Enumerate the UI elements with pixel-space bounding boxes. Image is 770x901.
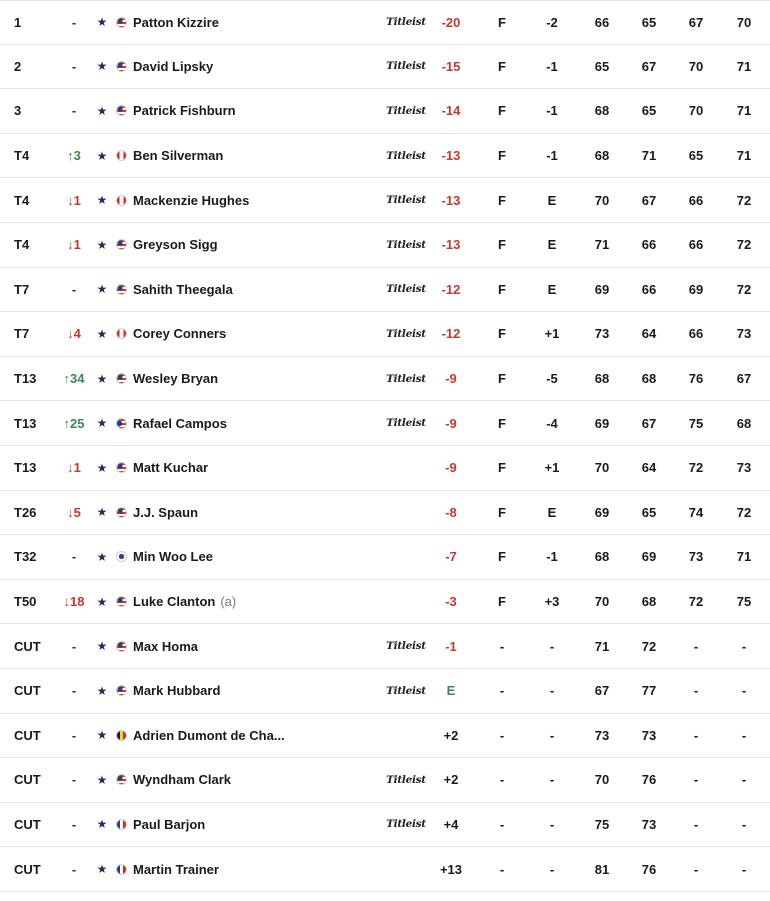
position-movement: ↓18 xyxy=(63,594,85,610)
player-name-text[interactable]: Ben Silverman xyxy=(133,148,224,164)
today-score: E xyxy=(547,504,557,520)
player-name-text[interactable]: Martin Trainer xyxy=(133,861,219,877)
round-4-score: 71 xyxy=(736,58,752,74)
today-score: -4 xyxy=(546,415,558,431)
thru: F xyxy=(498,192,506,208)
player-name[interactable] xyxy=(133,357,378,401)
total-to-par: -7 xyxy=(445,549,457,565)
total-to-par: -1 xyxy=(445,638,457,654)
star-icon[interactable]: ★ xyxy=(96,460,108,475)
amateur-marker: (a) xyxy=(220,594,237,610)
position: T4 xyxy=(14,237,30,253)
today-score: - xyxy=(549,638,555,654)
thru: F xyxy=(498,460,506,476)
position: T13 xyxy=(14,460,37,476)
thru: - xyxy=(499,772,505,788)
thru: F xyxy=(498,58,506,74)
thru: F xyxy=(498,281,506,297)
position-movement: ↓1 xyxy=(67,460,81,476)
player-name-text[interactable]: Rafael Campos xyxy=(133,415,227,431)
position-movement: ↓1 xyxy=(67,237,81,253)
country-flag-icon xyxy=(115,491,127,535)
star-icon[interactable]: ★ xyxy=(96,416,108,431)
player-name-text[interactable]: Patton Kizzire xyxy=(133,14,219,30)
player-name[interactable] xyxy=(133,45,378,89)
round-2-score: 64 xyxy=(641,326,657,342)
position-movement: - xyxy=(71,58,77,74)
round-2-score: 65 xyxy=(641,103,657,119)
round-1-score: 67 xyxy=(594,683,610,699)
today-score: E xyxy=(547,281,557,297)
titleist-logo: Titleist xyxy=(386,773,426,786)
star-icon[interactable]: ★ xyxy=(96,103,108,118)
round-3-score: 70 xyxy=(688,58,704,74)
round-4-score: 75 xyxy=(736,594,752,610)
today-score: +3 xyxy=(544,594,560,610)
position: CUT xyxy=(14,638,41,654)
star-icon[interactable]: ★ xyxy=(96,15,108,30)
today-score: +1 xyxy=(544,460,560,476)
round-1-score: 71 xyxy=(594,638,610,654)
star-icon[interactable]: ★ xyxy=(96,728,108,743)
position: T7 xyxy=(14,281,30,297)
round-4-score: - xyxy=(741,727,747,743)
round-2-score: 65 xyxy=(641,504,657,520)
round-3-score: 74 xyxy=(688,504,704,520)
player-name[interactable] xyxy=(133,401,378,445)
round-2-score: 71 xyxy=(641,148,657,164)
round-2-score: 66 xyxy=(641,281,657,297)
star-icon[interactable]: ★ xyxy=(96,193,108,208)
leaderboard-row[interactable] xyxy=(0,89,770,134)
thru: F xyxy=(498,326,506,342)
round-1-score: 70 xyxy=(594,772,610,788)
leaderboard-row[interactable] xyxy=(0,223,770,268)
country-flag-icon xyxy=(115,669,127,713)
round-3-score: 66 xyxy=(688,192,704,208)
round-2-score: 72 xyxy=(641,638,657,654)
round-1-score: 69 xyxy=(594,281,610,297)
leaderboard-row[interactable] xyxy=(0,624,770,669)
titleist-logo: Titleist xyxy=(386,149,426,162)
round-1-score: 73 xyxy=(594,326,610,342)
position-movement: ↓1 xyxy=(67,192,81,208)
position: CUT xyxy=(14,861,41,877)
round-3-score: 72 xyxy=(688,594,704,610)
round-2-score: 73 xyxy=(641,816,657,832)
today-score: -1 xyxy=(546,148,558,164)
round-4-score: - xyxy=(741,861,747,877)
country-flag-icon xyxy=(115,178,127,222)
leaderboard-row[interactable] xyxy=(0,714,770,759)
player-name[interactable] xyxy=(133,178,378,222)
titleist-logo: Titleist xyxy=(386,327,426,340)
total-to-par: -13 xyxy=(441,192,461,208)
player-name-text[interactable]: Adrien Dumont de Cha... xyxy=(133,727,285,743)
country-flag-icon xyxy=(115,580,127,624)
total-to-par: +2 xyxy=(443,727,459,743)
total-to-par: -9 xyxy=(445,460,457,476)
position: T50 xyxy=(14,594,37,610)
player-name[interactable] xyxy=(133,624,378,668)
round-1-score: 68 xyxy=(594,371,610,387)
round-4-score: 67 xyxy=(736,371,752,387)
round-1-score: 70 xyxy=(594,594,610,610)
total-to-par: -13 xyxy=(441,237,461,253)
country-flag-icon xyxy=(115,446,127,490)
round-2-score: 73 xyxy=(641,727,657,743)
position-movement: - xyxy=(71,14,77,30)
round-4-score: 71 xyxy=(736,549,752,565)
position-movement: ↓5 xyxy=(67,504,81,520)
round-1-score: 75 xyxy=(594,816,610,832)
thru: F xyxy=(498,14,506,30)
position: T13 xyxy=(14,371,37,387)
round-4-score: 72 xyxy=(736,192,752,208)
player-name-text[interactable]: Mackenzie Hughes xyxy=(133,192,250,208)
round-4-score: 68 xyxy=(736,415,752,431)
player-name-text[interactable]: Corey Conners xyxy=(133,326,227,342)
country-flag-icon xyxy=(115,223,127,267)
player-name-text[interactable]: Wesley Bryan xyxy=(133,371,219,387)
position-movement: ↓4 xyxy=(67,326,81,342)
round-1-score: 73 xyxy=(594,727,610,743)
leaderboard-row[interactable] xyxy=(0,669,770,714)
country-flag-icon xyxy=(115,624,127,668)
today-score: - xyxy=(549,683,555,699)
round-3-score: - xyxy=(693,683,699,699)
leaderboard-row[interactable] xyxy=(0,401,770,446)
round-4-score: 72 xyxy=(736,237,752,253)
position: 1 xyxy=(14,14,22,30)
titleist-logo: Titleist xyxy=(386,640,426,653)
round-2-score: 64 xyxy=(641,460,657,476)
thru: F xyxy=(498,504,506,520)
star-icon[interactable]: ★ xyxy=(96,594,108,609)
today-score: - xyxy=(549,772,555,788)
thru: F xyxy=(498,594,506,610)
round-3-score: 73 xyxy=(688,549,704,565)
leaderboard-row[interactable] xyxy=(0,312,770,357)
leaderboard-row[interactable] xyxy=(0,0,770,45)
today-score: -5 xyxy=(546,371,558,387)
round-2-score: 66 xyxy=(641,237,657,253)
titleist-logo: Titleist xyxy=(386,194,426,207)
round-1-score: 68 xyxy=(594,549,610,565)
round-4-score: 73 xyxy=(736,326,752,342)
player-name[interactable] xyxy=(133,491,378,535)
round-3-score: - xyxy=(693,772,699,788)
country-flag-icon xyxy=(115,45,127,89)
round-3-score: 67 xyxy=(688,14,704,30)
position-movement: - xyxy=(71,683,77,699)
player-name-text[interactable]: Matt Kuchar xyxy=(133,460,209,476)
player-name-text[interactable]: Max Homa xyxy=(133,638,199,654)
round-2-score: 68 xyxy=(641,371,657,387)
round-1-score: 69 xyxy=(594,415,610,431)
thru: F xyxy=(498,371,506,387)
player-name-text[interactable]: Patrick Fishburn xyxy=(133,103,236,119)
today-score: - xyxy=(549,816,555,832)
player-name[interactable] xyxy=(133,312,378,356)
round-4-score: - xyxy=(741,816,747,832)
thru: F xyxy=(498,549,506,565)
round-1-score: 69 xyxy=(594,504,610,520)
round-3-score: 72 xyxy=(688,460,704,476)
today-score: +1 xyxy=(544,326,560,342)
round-1-score: 65 xyxy=(594,58,610,74)
country-flag-icon xyxy=(115,89,127,133)
round-1-score: 70 xyxy=(594,192,610,208)
player-name[interactable] xyxy=(133,446,378,490)
round-4-score: - xyxy=(741,638,747,654)
round-4-score: 71 xyxy=(736,148,752,164)
round-3-score: 66 xyxy=(688,326,704,342)
position: CUT xyxy=(14,816,41,832)
round-1-score: 68 xyxy=(594,103,610,119)
leaderboard-row[interactable] xyxy=(0,45,770,90)
round-3-score: 70 xyxy=(688,103,704,119)
round-3-score: 65 xyxy=(688,148,704,164)
today-score: -1 xyxy=(546,103,558,119)
player-name[interactable] xyxy=(133,758,378,802)
player-name[interactable] xyxy=(133,223,378,267)
total-to-par: E xyxy=(446,683,456,699)
player-name-text[interactable]: Greyson Sigg xyxy=(133,237,218,253)
player-name-text[interactable]: Sahith Theegala xyxy=(133,281,233,297)
position-movement: ↑25 xyxy=(63,415,85,431)
round-1-score: 81 xyxy=(594,861,610,877)
country-flag-icon xyxy=(115,401,127,445)
thru: F xyxy=(498,148,506,164)
total-to-par: -9 xyxy=(445,415,457,431)
thru: F xyxy=(498,237,506,253)
today-score: - xyxy=(549,861,555,877)
total-to-par: -9 xyxy=(445,371,457,387)
position: T32 xyxy=(14,549,37,565)
titleist-logo: Titleist xyxy=(386,16,426,29)
leaderboard-row[interactable] xyxy=(0,758,770,803)
player-name[interactable] xyxy=(133,580,378,624)
position-movement: - xyxy=(71,727,77,743)
titleist-logo: Titleist xyxy=(386,104,426,117)
round-2-score: 69 xyxy=(641,549,657,565)
position-movement: ↑3 xyxy=(67,148,81,164)
round-4-score: 71 xyxy=(736,103,752,119)
round-4-score: - xyxy=(741,772,747,788)
player-name-text[interactable]: Paul Barjon xyxy=(133,816,206,832)
player-name[interactable] xyxy=(133,268,378,312)
player-name[interactable] xyxy=(133,714,378,758)
today-score: E xyxy=(547,237,557,253)
country-flag-icon xyxy=(115,134,127,178)
total-to-par: -12 xyxy=(441,281,461,297)
star-icon[interactable]: ★ xyxy=(96,683,108,698)
round-2-score: 77 xyxy=(641,683,657,699)
star-icon[interactable]: ★ xyxy=(96,862,108,877)
position-movement: - xyxy=(71,861,77,877)
round-3-score: - xyxy=(693,861,699,877)
round-2-score: 67 xyxy=(641,192,657,208)
leaderboard-row[interactable] xyxy=(0,134,770,179)
total-to-par: -8 xyxy=(445,504,457,520)
round-3-score: - xyxy=(693,727,699,743)
player-name[interactable] xyxy=(133,803,378,847)
round-3-score: 75 xyxy=(688,415,704,431)
round-4-score: 70 xyxy=(736,14,752,30)
player-name-text[interactable]: Mark Hubbard xyxy=(133,683,221,699)
round-2-score: 67 xyxy=(641,58,657,74)
player-name[interactable] xyxy=(133,89,378,133)
round-3-score: 76 xyxy=(688,371,704,387)
position: CUT xyxy=(14,727,41,743)
position: T13 xyxy=(14,415,37,431)
country-flag-icon xyxy=(115,357,127,401)
thru: - xyxy=(499,683,505,699)
round-1-score: 68 xyxy=(594,148,610,164)
position-movement: - xyxy=(71,638,77,654)
player-name-text[interactable]: Luke Clanton xyxy=(133,594,216,610)
star-icon[interactable]: ★ xyxy=(96,817,108,832)
position: 3 xyxy=(14,103,22,119)
country-flag-icon xyxy=(115,758,127,802)
total-to-par: +2 xyxy=(443,772,459,788)
round-2-score: 67 xyxy=(641,415,657,431)
titleist-logo: Titleist xyxy=(386,372,426,385)
round-3-score: - xyxy=(693,816,699,832)
position-movement: - xyxy=(71,549,77,565)
leaderboard-row[interactable] xyxy=(0,491,770,536)
leaderboard-row[interactable] xyxy=(0,446,770,491)
round-3-score: - xyxy=(693,638,699,654)
total-to-par: -12 xyxy=(441,326,461,342)
thru: - xyxy=(499,727,505,743)
round-2-score: 76 xyxy=(641,772,657,788)
player-name[interactable] xyxy=(133,669,378,713)
country-flag-icon xyxy=(115,803,127,847)
titleist-logo: Titleist xyxy=(386,684,426,697)
player-name[interactable] xyxy=(133,847,378,891)
country-flag-icon xyxy=(115,847,127,891)
star-icon[interactable]: ★ xyxy=(96,282,108,297)
player-name[interactable] xyxy=(133,535,378,579)
position-movement: ↑34 xyxy=(63,371,85,387)
today-score: -1 xyxy=(546,58,558,74)
thru: - xyxy=(499,816,505,832)
country-flag-icon xyxy=(115,714,127,758)
player-name-text[interactable]: J.J. Spaun xyxy=(133,504,199,520)
total-to-par: -15 xyxy=(441,58,461,74)
star-icon[interactable]: ★ xyxy=(96,639,108,654)
position: T26 xyxy=(14,504,37,520)
round-2-score: 76 xyxy=(641,861,657,877)
round-2-score: 68 xyxy=(641,594,657,610)
star-icon[interactable]: ★ xyxy=(96,148,108,163)
position: T4 xyxy=(14,192,30,208)
star-icon[interactable]: ★ xyxy=(96,549,108,564)
star-icon[interactable]: ★ xyxy=(96,237,108,252)
thru: - xyxy=(499,861,505,877)
country-flag-icon xyxy=(115,312,127,356)
round-2-score: 65 xyxy=(641,14,657,30)
total-to-par: -14 xyxy=(441,103,461,119)
star-icon[interactable]: ★ xyxy=(96,505,108,520)
position-movement: - xyxy=(71,103,77,119)
round-4-score: 72 xyxy=(736,504,752,520)
thru: F xyxy=(498,103,506,119)
leaderboard-row[interactable] xyxy=(0,268,770,313)
thru: F xyxy=(498,415,506,431)
total-to-par: -20 xyxy=(441,14,461,30)
thru: - xyxy=(499,638,505,654)
titleist-logo: Titleist xyxy=(386,283,426,296)
round-1-score: 66 xyxy=(594,14,610,30)
round-4-score: 72 xyxy=(736,281,752,297)
star-icon[interactable]: ★ xyxy=(96,326,108,341)
round-1-score: 71 xyxy=(594,237,610,253)
star-icon[interactable]: ★ xyxy=(96,371,108,386)
player-name[interactable] xyxy=(133,1,378,44)
titleist-logo: Titleist xyxy=(386,818,426,831)
player-name-text[interactable]: Min Woo Lee xyxy=(133,549,213,565)
today-score: E xyxy=(547,192,557,208)
country-flag-icon xyxy=(115,1,127,44)
player-name-text[interactable]: Wyndham Clark xyxy=(133,772,232,788)
titleist-logo: Titleist xyxy=(386,60,426,73)
star-icon[interactable]: ★ xyxy=(96,59,108,74)
round-3-score: 69 xyxy=(688,281,704,297)
leaderboard-row[interactable] xyxy=(0,847,770,892)
total-to-par: -3 xyxy=(445,594,457,610)
position-movement: - xyxy=(71,281,77,297)
today-score: -2 xyxy=(546,14,558,30)
position: 2 xyxy=(14,58,22,74)
today-score: -1 xyxy=(546,549,558,565)
position: CUT xyxy=(14,683,41,699)
total-to-par: +13 xyxy=(439,861,463,877)
player-name-text[interactable]: David Lipsky xyxy=(133,58,214,74)
total-to-par: +4 xyxy=(443,816,459,832)
round-1-score: 70 xyxy=(594,460,610,476)
leaderboard-row[interactable] xyxy=(0,803,770,848)
round-3-score: 66 xyxy=(688,237,704,253)
position-movement: - xyxy=(71,772,77,788)
position: T4 xyxy=(14,148,30,164)
star-icon[interactable]: ★ xyxy=(96,772,108,787)
titleist-logo: Titleist xyxy=(386,417,426,430)
leaderboard-row[interactable] xyxy=(0,580,770,625)
country-flag-icon xyxy=(115,268,127,312)
today-score: - xyxy=(549,727,555,743)
position: T7 xyxy=(14,326,30,342)
leaderboard-row[interactable] xyxy=(0,178,770,223)
position-movement: - xyxy=(71,816,77,832)
player-name[interactable] xyxy=(133,134,378,178)
country-flag-icon xyxy=(115,535,127,579)
total-to-par: -13 xyxy=(441,148,461,164)
round-4-score: - xyxy=(741,683,747,699)
titleist-logo: Titleist xyxy=(386,238,426,251)
round-4-score: 73 xyxy=(736,460,752,476)
leaderboard-row[interactable] xyxy=(0,535,770,580)
leaderboard-row[interactable] xyxy=(0,357,770,402)
position: CUT xyxy=(14,772,41,788)
